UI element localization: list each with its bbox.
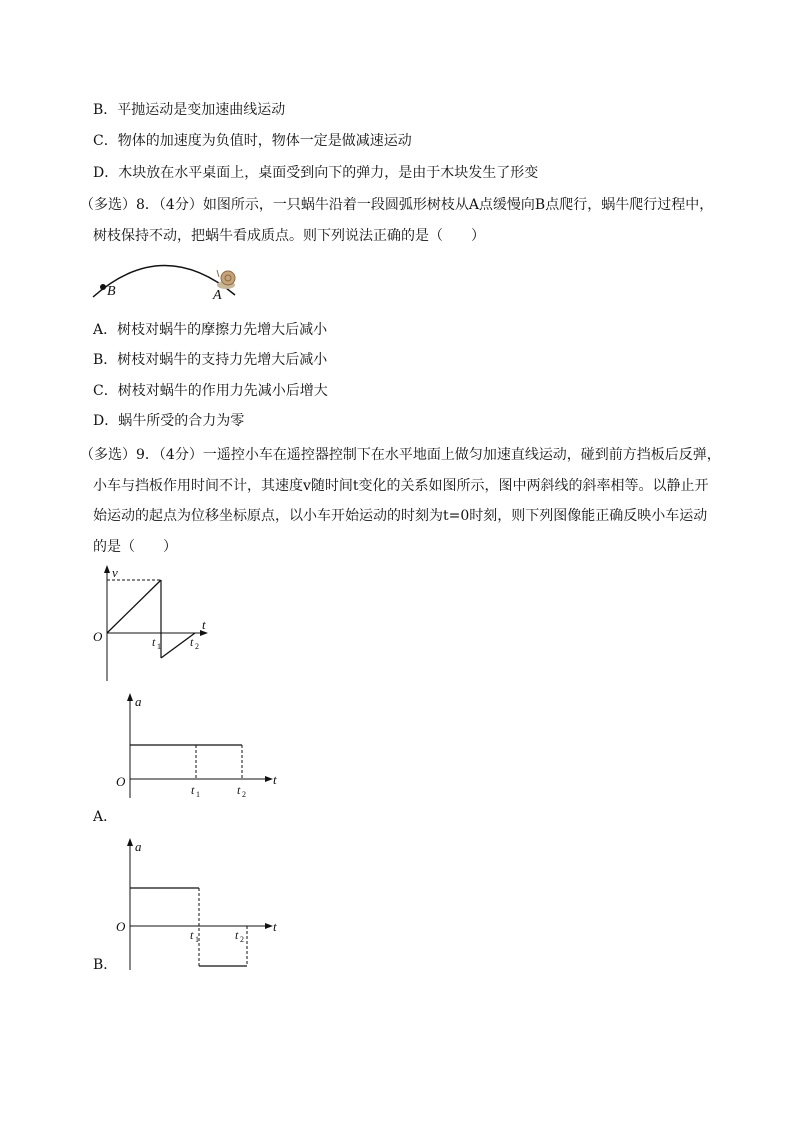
a-axis-arrow <box>127 693 133 701</box>
t-label: t <box>273 772 277 787</box>
prev-option-d: D．木块放在水平桌面上，桌面受到向下的弹力，是由于木块发生了形变 <box>93 165 539 181</box>
t-label: t <box>202 617 206 632</box>
t2-sub: 2 <box>242 790 246 799</box>
t1-label: t <box>190 928 194 942</box>
q8-option-c: C．树枝对蜗牛的作用力先减小后增大 <box>93 383 328 399</box>
t-axis-arrow <box>265 776 273 782</box>
origin-label: O <box>93 629 103 644</box>
a-label: a <box>135 694 142 709</box>
q9-option-b-label: B． <box>93 957 118 973</box>
prev-option-c: C．物体的加速度为负值时，物体一定是做减速运动 <box>93 133 412 149</box>
q8-option-d: D．蜗牛所受的合力为零 <box>93 413 245 429</box>
prev-option-b: B．平抛运动是变加速曲线运动 <box>93 102 286 118</box>
t2-label: t <box>190 635 194 649</box>
t1-sub: 1 <box>195 935 199 944</box>
point-b-label: B <box>107 284 116 299</box>
v-label: v <box>112 565 118 580</box>
q9-option-a-graph <box>110 690 285 800</box>
q8-option-a: A．树枝对蜗牛的摩擦力先增大后减小 <box>93 322 328 338</box>
t1-label: t <box>191 783 195 797</box>
point-a-label: A <box>213 288 222 303</box>
t2-label: t <box>235 928 239 942</box>
t2-sub: 2 <box>240 935 244 944</box>
t-label: t <box>273 919 277 934</box>
q9-option-a-label: A． <box>93 809 118 825</box>
t1-label: t <box>152 635 156 649</box>
q9-stem-line1: （多选）9．（4分）一遥控小车在遥控器控制下在水平地面上做匀加速直线运动，碰到前方挡板后反弹， <box>80 447 721 463</box>
t-axis-arrow <box>265 923 273 929</box>
q8-stem-line1: （多选）8．（4分）如图所示，一只蜗牛沿着一段圆弧形树枝从A点缓慢向B点爬行，蜗牛爬行过程中， <box>80 197 714 213</box>
a-axis-arrow <box>127 838 133 846</box>
t1-sub: 1 <box>196 790 200 799</box>
origin-label: O <box>116 919 126 934</box>
v-axis-arrow <box>104 565 110 573</box>
origin-label: O <box>116 774 126 789</box>
q9-vt-graph <box>90 563 220 683</box>
t1-sub: 1 <box>157 642 161 651</box>
t2-sub: 2 <box>195 642 199 651</box>
a-label: a <box>135 839 142 854</box>
q8-branch-figure <box>85 255 245 305</box>
snail-icon <box>217 270 235 289</box>
q8-stem-line2: 树枝保持不动，把蜗牛看成质点。则下列说法正确的是（ ） <box>93 228 485 244</box>
accel-line <box>107 580 161 633</box>
q8-option-b: B．树枝对蜗牛的支持力先增大后减小 <box>93 352 328 368</box>
t2-label: t <box>237 783 241 797</box>
q9-stem-line3: 始运动的起点为位移坐标原点，以小车开始运动的时刻为t=0时刻，则下列图像能正确反映小车运动 <box>93 508 708 524</box>
q9-stem-line2: 小车与挡板作用时间不计，其速度v随时间t变化的关系如图所示，图中两斜线的斜率相等。以静止开 <box>93 478 709 494</box>
q9-stem-line4: 的是（ ） <box>93 539 177 555</box>
point-b-dot <box>100 284 106 290</box>
q9-option-b-graph <box>110 835 285 975</box>
